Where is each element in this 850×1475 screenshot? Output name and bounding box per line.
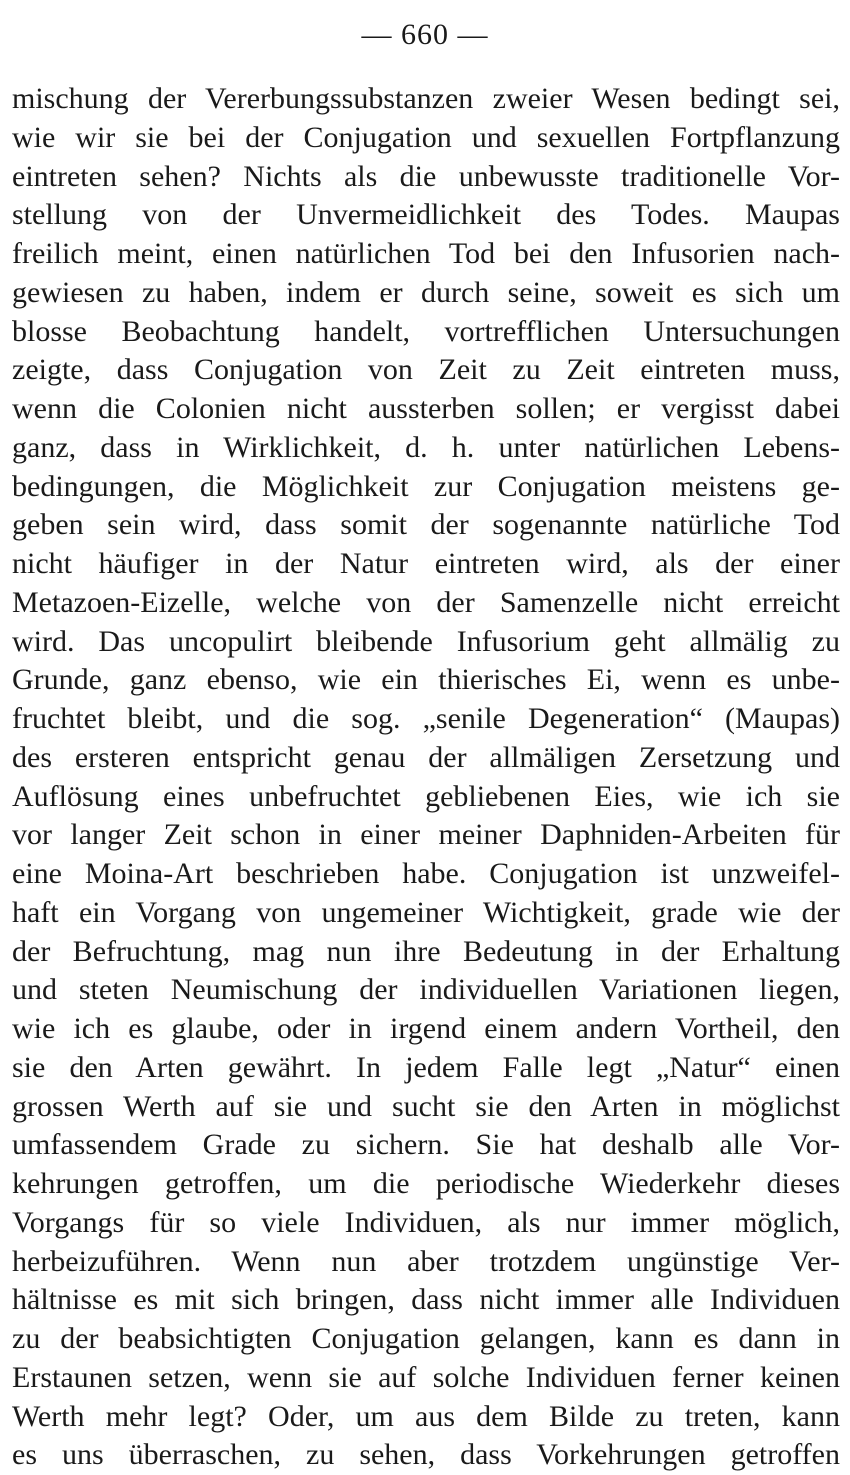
text-line: mischung der Vererbungssubstanzen zweier Wesen bedingt sei, xyxy=(12,82,840,115)
text-line: haft ein Vorgang von ungemeiner Wichtigkeit, grade wie der xyxy=(12,895,840,929)
text-line: kehrungen getroffen, um die periodische Wiederkehr dieses xyxy=(12,1167,840,1200)
text-line: wie ich es glaube, oder in irgend einem andern Vortheil, den xyxy=(12,1012,840,1045)
text-line: geben sein wird, dass somit der sogenannte natürliche Tod xyxy=(12,508,840,542)
body-text xyxy=(12,80,840,1475)
text-line: blosse Beobachtung handelt, vortrefflichen Untersuchungen xyxy=(12,314,840,348)
text-line: stellung von der Unvermeidlichkeit des Todes. Maupas xyxy=(12,198,840,232)
text-line: bedingungen, die Möglichkeit zur Conjugation meistens ge- xyxy=(12,469,840,503)
text-line: freilich meint, einen natürlichen Tod bei den Infusorien nach- xyxy=(12,237,840,270)
text-line: fruchtet bleibt, und die sog. „senile Degeneration“ (Maupas) xyxy=(12,702,840,735)
text-line: und steten Neumischung der individuellen Variationen liegen, xyxy=(12,973,840,1007)
text-line: der Befruchtung, mag nun ihre Bedeutung in der Erhaltung xyxy=(12,934,840,968)
text-line: herbeizuführen. Wenn nun aber trotzdem ungünstige Ver- xyxy=(12,1244,840,1278)
text-line: ganz, dass in Wirklichkeit, d. h. unter natürlichen Lebens- xyxy=(12,430,840,464)
text-line: nicht häufiger in der Natur eintreten wird, als der einer xyxy=(12,547,840,580)
text-line: Auflösung eines unbefruchtet gebliebenen Eies, wie ich sie xyxy=(12,779,840,813)
text-line: grossen Werth auf sie und sucht sie den Arten in möglichst xyxy=(12,1089,840,1123)
text-line: vor langer Zeit schon in einer meiner Daphniden-Arbeiten für xyxy=(12,818,840,852)
text-line: Metazoen-Eizelle, welche von der Samenzelle nicht erreicht xyxy=(12,585,840,619)
text-line: hältnisse es mit sich bringen, dass nicht immer alle Individuen xyxy=(12,1283,840,1317)
text-line: eintreten sehen? Nichts als die unbewusste traditionelle Vor- xyxy=(12,159,840,193)
text-line: zeigte, dass Conjugation von Zeit zu Zeit eintreten muss, xyxy=(12,353,840,387)
text-line: Werth mehr legt? Oder, um aus dem Bilde zu treten, kann xyxy=(12,1399,840,1433)
text-line: umfassendem Grade zu sichern. Sie hat deshalb alle Vor- xyxy=(12,1128,840,1162)
text-line: es uns überraschen, zu sehen, dass Vorkehrungen getroffen xyxy=(12,1438,840,1472)
text-line: zu der beabsichtigten Conjugation gelangen, kann es dann in xyxy=(12,1322,840,1355)
text-line: sie den Arten gewährt. In jedem Falle legt „Natur“ einen xyxy=(12,1050,840,1084)
text-line: wenn die Colonien nicht aussterben sollen; er vergisst dabei xyxy=(12,392,840,425)
text-line: wie wir sie bei der Conjugation und sexuellen Fortpflanzung xyxy=(12,120,840,154)
text-line: des ersteren entspricht genau der allmäligen Zersetzung und xyxy=(12,740,840,774)
text-line: wird. Das uncopulirt bleibende Infusorium geht allmälig zu xyxy=(12,624,840,658)
text-line: eine Moina-Art beschrieben habe. Conjugation ist unzweifel- xyxy=(12,857,840,890)
text-line: Vorgangs für so viele Individuen, als nur immer möglich, xyxy=(12,1205,840,1239)
text-line: Grunde, ganz ebenso, wie ein thierisches Ei, wenn es unbe- xyxy=(12,663,840,697)
text-line: Erstaunen setzen, wenn sie auf solche Individuen ferner keinen xyxy=(12,1360,840,1394)
text-line: gewiesen zu haben, indem er durch seine, soweit es sich um xyxy=(12,275,840,309)
page-number-header: — 660 — xyxy=(361,18,489,51)
